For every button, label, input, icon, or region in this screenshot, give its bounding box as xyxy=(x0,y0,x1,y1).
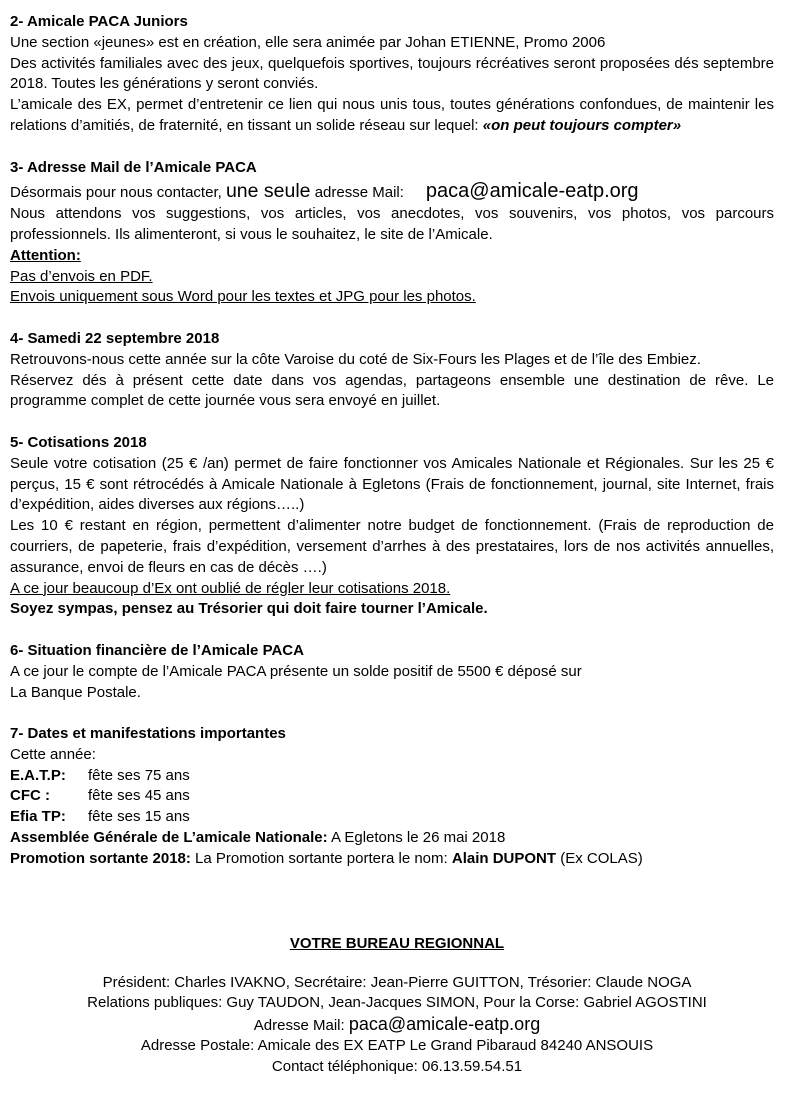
mail-line: Désormais pour nous contacter, une seule adresse Mail: paca@amicale-eatp.org xyxy=(10,180,639,203)
note: Pas d’envois en PDF. xyxy=(10,267,153,285)
paragraph: Réservez dés à présent cette date dans vos agendas, partageons ensemble une destination de rêve. Le programme complet de cette journée vous sera envoyé en juillet. xyxy=(10,371,774,410)
section-heading: 4- Samedi 22 septembre 2018 xyxy=(10,329,220,347)
section-cotisations xyxy=(10,433,774,620)
bureau-line: Relations publiques: Guy TAUDON, Jean-Jacques SIMON, Pour la Corse: Gabriel AGOSTINI xyxy=(87,994,707,1012)
bureau-footer xyxy=(0,934,794,1077)
paragraph: Seule votre cotisation (25 € /an) permet de faire fonctionner vos Amicales Nationale et Régionales. Sur les 25 € perçus, 15 € sont rétrocédés à Amicale Nationale à Egletons (Frais de fonctionnement, journal, site Internet, frais d’expédition, aides diverses aux régions…..) xyxy=(10,454,774,514)
bureau-phone: Contact téléphonique: 06.13.59.54.51 xyxy=(271,1057,523,1075)
paragraph: Les 10 € restant en région, permettent d’alimenter notre budget de fonctionnement. (Frais de reproduction de courriers, de papeterie, frais d’expédition, versement d’arrhes à des prestataires, lors de nos activités annuelles, assurance, envoi de fleurs en cas de décès ….) xyxy=(10,517,774,576)
section-finance xyxy=(10,641,774,703)
section-heading: 5- Cotisations 2018 xyxy=(10,433,147,451)
email-link[interactable]: paca@amicale-eatp.org xyxy=(348,1013,541,1034)
section-dates xyxy=(10,724,774,870)
promotion-line: Promotion sortante 2018: La Promotion sortante portera le nom: Alain DUPONT (Ex COLAS) xyxy=(10,849,643,867)
paragraph: Retrouvons-nous cette année sur la côte Varoise du coté de Six-Fours les Plages et de l’île des Embiez. xyxy=(10,350,701,368)
list-item: E.A.T.P: fête ses 75 ans xyxy=(10,766,190,784)
section-heading: 6- Situation financière de l’Amicale PACA xyxy=(10,641,304,659)
bureau-title: VOTRE BUREAU REGIONNAL xyxy=(289,935,505,952)
list-item: Efia TP: fête ses 15 ans xyxy=(10,808,190,826)
section-mail xyxy=(10,158,774,309)
email-link[interactable]: paca@amicale-eatp.org xyxy=(425,180,639,203)
paragraph: A ce jour le compte de l’Amicale PACA présente un solde positif de 5500 € déposé sur xyxy=(10,662,582,680)
paragraph: Une section «jeunes» est en création, elle sera animée par Johan ETIENNE, Promo 2006 xyxy=(10,33,606,51)
intro-text: Cette année: xyxy=(10,745,96,763)
section-heading: 3- Adresse Mail de l’Amicale PACA xyxy=(10,158,257,176)
assembly-line: Assemblée Générale de L’amicale Nationale: A Egletons le 26 mai 2018 xyxy=(10,829,506,847)
bureau-mail: Adresse Mail: paca@amicale-eatp.org xyxy=(253,1013,541,1034)
attention-label: Attention: xyxy=(10,246,81,264)
note: A ce jour beaucoup d’Ex ont oublié de régler leur cotisations 2018. xyxy=(10,579,451,597)
paragraph: Nous attendons vos suggestions, vos articles, vos anecdotes, vos souvenirs, vos photos, vos parcours professionnels. Ils alimenteront, si vous le souhaitez, le site de l’Amicale. xyxy=(10,205,774,243)
bureau-postal: Adresse Postale: Amicale des EX EATP Le Grand Pibaraud 84240 ANSOUIS xyxy=(140,1037,654,1055)
section-event xyxy=(10,329,774,412)
bureau-line: Président: Charles IVAKNO, Secrétaire: Jean-Pierre GUITTON, Trésorier: Claude NOGA xyxy=(102,973,692,991)
note: Envois uniquement sous Word pour les textes et JPG pour les photos. xyxy=(10,288,476,306)
section-heading: 7- Dates et manifestations importantes xyxy=(10,725,286,743)
section-juniors xyxy=(10,12,774,137)
paragraph: L’amicale des EX, permet d’entretenir ce lien qui nous unis tous, toutes générations confondues, de maintenir les relations d’amitiés, de fraternité, en tissant un solide réseau sur lequel: «on peut toujours compter» xyxy=(10,96,774,134)
section-heading: 2- Amicale PACA Juniors xyxy=(10,13,188,30)
newsletter-page xyxy=(10,12,774,890)
paragraph: La Banque Postale. xyxy=(10,683,141,701)
list-item: CFC : fête ses 45 ans xyxy=(10,787,190,805)
paragraph: Des activités familiales avec des jeux, quelquefois sportives, toujours récréatives seront proposées dés septembre 2018. Toutes les générations y seront conviés. xyxy=(10,54,774,93)
call-to-action: Soyez sympas, pensez au Trésorier qui doit faire tourner l’Amicale. xyxy=(10,600,488,618)
emphasis-text: «on peut toujours compter» xyxy=(482,116,682,134)
